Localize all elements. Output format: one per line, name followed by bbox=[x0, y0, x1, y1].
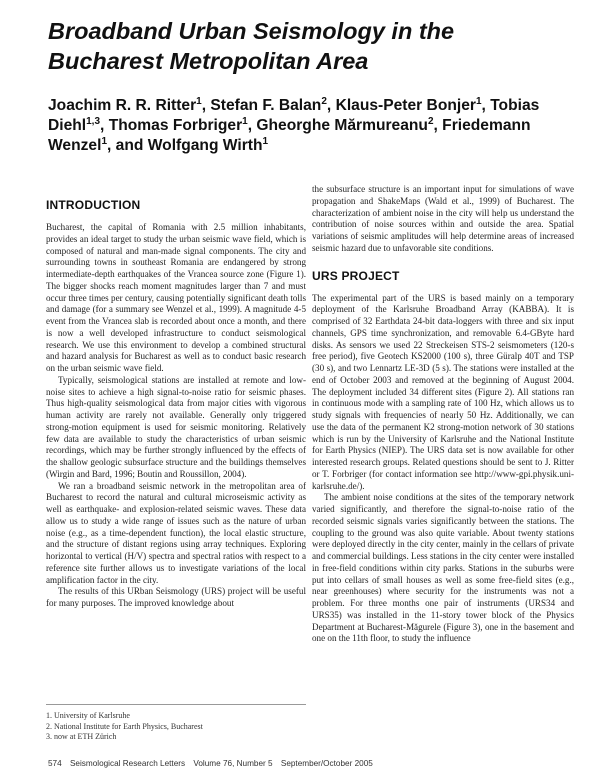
footnote: 3. now at ETH Zürich bbox=[46, 732, 117, 741]
journal-date: September/October 2005 bbox=[280, 759, 373, 768]
author-affiliation-mark: 1 bbox=[475, 95, 482, 107]
paragraph: the subsurface structure is an important input for simulations of wave propagation and ShakeMaps (Wald et al., 1999) of Bucharest. The characterization of ambient noise in the city will help us understand the contribution of noise sources within and outside the area. Spatial variations of seismic amplitudes will help determine areas of increased seismic hazard due to unfavorable site conditions. bbox=[312, 184, 574, 253]
page-footer bbox=[48, 759, 568, 769]
author-name: Joachim R. R. Ritter bbox=[48, 97, 197, 114]
paragraph: The results of this URban Seismology (URS) project will be useful for many purposes. The improved knowledge about bbox=[46, 586, 306, 608]
author-name: Friedemann Wenzel bbox=[48, 117, 531, 154]
author-name: Stefan F. Balan bbox=[210, 97, 322, 114]
author-name: Thomas Forbriger bbox=[108, 117, 243, 134]
paragraph: The experimental part of the URS is based mainly on a temporary deployment of the Karlsruhe Broadband Array (KABBA). It is comprised of 32 Earthdata 24-bit data-loggers with three and six input channels, GPS time synchronization, and removable 6.4-GByte hard disks. As sensors we used 22 Streckeisen STS-2 seismometers (120-s free period), five Geotech KS2000 (100 s), three Güralp 40T and TSP (30 s), and two Lennartz LE-3D (5 s). The stations were installed at the end of October 2003 and removed at the beginning of August 2004. The deployment included 34 different sites (Figure 2). All stations ran in continuous mode with a sampling rate of 100 Hz, which allows us to study signals with frequencies of nearly 50 Hz. Additionally, we can use the data of the permanent K2 strong-motion network of 30 stations which is run by the University of Karlsruhe and the National Institute for Earth Physics (NIEP). The URS data set is now available for other interested research groups. Related questions should be sent to J. Ritter or T. Forbriger (for contact information see http://www-gpi.physik.uni-karlsruhe.de/). bbox=[312, 292, 574, 491]
paragraph: Bucharest, the capital of Romania with 2.5 million inhabitants, provides an ideal target to study the urban seismic wave field, which is composed of natural and man-made signal components. The city and surrounding towns in southeast Romania are endangered by strong intermediate-depth earthquakes of the Vrancea source zone (Figure 1). The bigger shocks reach moment magnitudes larger than 7 and must occur three times per century, causing potentially significant death tolls and damage (for a summary see Wenzel et al., 1999). A magnitude 4-5 event from the Vrancea slab is recorded about once a month, and there is now a well developed infrastructure to conduct seismological research. We use this environment to develop a combined structural and hazard analysis for Bucharest as well as to conduct basic research on the urban seismic wave field. bbox=[46, 222, 306, 373]
author-affiliation-mark: 1 bbox=[101, 135, 107, 147]
author-affiliation-mark: 2 bbox=[321, 95, 327, 107]
author-list: Joachim R. R. Ritter$^1$, Stefan F. Balan$^2$, Klaus-Peter Bonjer$^1$, Tobias Diehl$^{1,3}$, Thomas Forbriger$^1$, Gheorghe Mărmureanu$^2$, Friedemann Wenzel$^1$, and Wolfgang Wirth$^1$ bbox=[48, 95, 540, 154]
journal-volume: Volume 76, Number 5 bbox=[193, 759, 273, 768]
right-column bbox=[312, 184, 574, 645]
author-affiliation-mark: 2 bbox=[427, 115, 434, 127]
footnote: 1. University of Karlsruhe bbox=[46, 711, 130, 720]
paragraph: Typically, seismological stations are installed at remote and low-noise sites to achieve a high signal-to-noise ratio for seismic phases. Thus high-quality seismological data from major cities with vigorous human activity are rarely not available. Generally only triggered strong-motion equipment is used for seismic monitoring. Relatively few data are available to study the characteristics of urban seismic recordings, which may be further strongly influenced by the effects of the shallow geologic subsurface structure and the buildings themselves (Wirgin and Bard, 1996; Boutin and Roussillon, 2004). bbox=[46, 374, 306, 479]
author-affiliation-mark: 1 bbox=[242, 115, 248, 127]
section-heading-introduction: INTRODUCTION bbox=[46, 198, 141, 212]
footnote: 2. National Institute for Earth Physics, Bucharest bbox=[46, 721, 203, 731]
author-affiliation-mark: 1,3 bbox=[86, 115, 101, 127]
paragraph: The ambient noise conditions at the sites of the temporary network varied significantly, and therefore the signal-to-noise ratio of the recorded seismic signals varies significantly between the stations. The coupling to the ground was also quite variable. About twenty stations were deployed directly in the city center, mainly in the cellars of private and commercial buildings. Less stations in the city center were installed in free-field conditions within city parks. Stations in the suburbs were put into cellars of small houses as well as some free-field sites (e.g., near greenhouses) where security for the instruments was not a problem. For three months one pair of instruments (URS34 and URS35) was installed in the 11-story tower block of the Physics Department at Bucharest-Măgurele (Figure 3), one in the basement and one on the 11th floor, to study the influence bbox=[312, 492, 574, 644]
paragraph: We ran a broadband seismic network in the metropolitan area of Bucharest to record the natural and cultural microseismic activity as well as earthquake- and explosion-related seismic waves. These data allow us to study a wide range of issues such as the nature of urban noise (e.g., as a time-dependent function), the local elastic structure, and the structure of distant regions using array techniques. Exploring horizontal to vertical (H/V) spectra and spectral ratios with respect to a reference site further allows us to investigate variations of the local amplification factor in the city. bbox=[46, 480, 306, 585]
page-number: 574 bbox=[48, 759, 62, 768]
author-name: Klaus-Peter Bonjer bbox=[335, 97, 476, 114]
article-title: Broadband Urban Seismology in the Bucharest Metropolitan Area bbox=[48, 18, 455, 74]
author-name: Wolfgang Wirth bbox=[147, 137, 263, 154]
journal-name: Seismological Research Letters bbox=[69, 759, 186, 768]
author-name: Gheorghe Mărmureanu bbox=[256, 117, 428, 134]
section-heading-urs-project: URS PROJECT bbox=[312, 268, 400, 283]
author-affiliation-mark: 1 bbox=[196, 95, 202, 107]
author-affiliation-mark: 1 bbox=[262, 135, 269, 147]
author-name: Tobias Diehl bbox=[48, 97, 540, 134]
left-column bbox=[46, 198, 306, 610]
affiliation-footnotes bbox=[46, 704, 306, 743]
